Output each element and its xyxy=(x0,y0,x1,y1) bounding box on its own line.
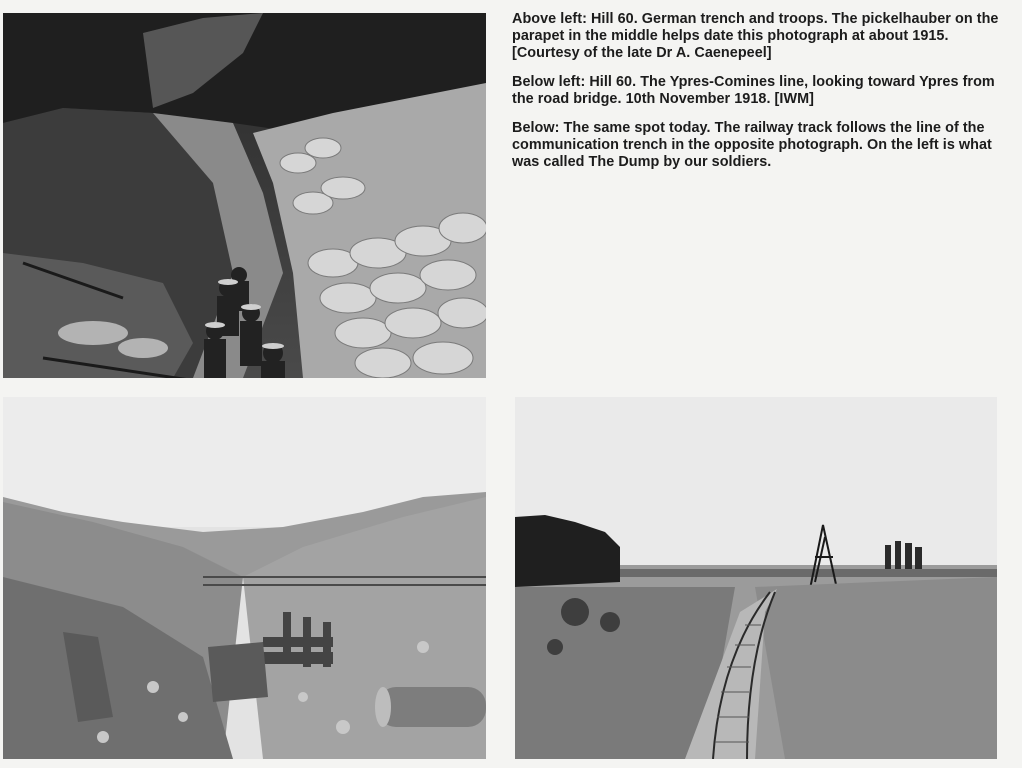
trench-photo-illustration xyxy=(3,13,486,378)
photo-same-spot-today xyxy=(515,397,997,759)
battlefield-photo-illustration xyxy=(3,397,486,759)
caption-below: Below: The same spot today. The railway track follows the line of the communication trench in the opposite photograph. On the left is what was called The Dump by our soldiers. xyxy=(512,120,992,170)
railway-photo-illustration xyxy=(515,397,997,759)
photo-german-trench-troops xyxy=(3,13,486,378)
caption-above-left: Above left: Hill 60. German trench and troops. The pickelhauber on the parapet in the middle helps date this photograph at about 1915. [Courtesy of the late Dr A. Caenepeel] xyxy=(512,11,999,61)
caption-column xyxy=(512,11,1004,183)
caption-below-left: Below left: Hill 60. The Ypres-Comines line, looking toward Ypres from the road bridge. 10th November 1918. [IWM] xyxy=(512,74,995,107)
photo-ypres-comines-line-1918 xyxy=(3,397,486,759)
